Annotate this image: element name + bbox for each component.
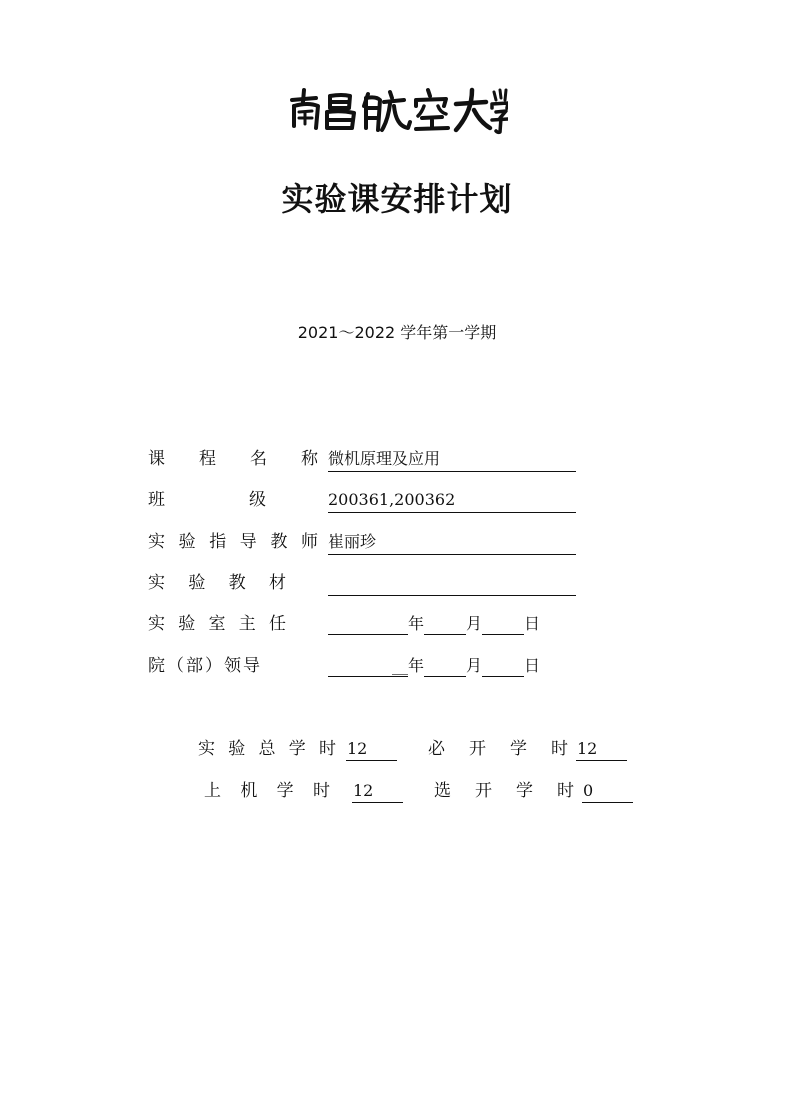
lab-director-date: 年 月 日 (328, 611, 540, 637)
hours-row-2 (204, 778, 644, 804)
required-hours-field[interactable]: 12 (576, 736, 627, 761)
course-name-field[interactable]: 微机原理及应用 (328, 446, 576, 472)
class-label: 班 级 (148, 490, 266, 510)
university-calligraphy-logo-icon (286, 86, 508, 136)
lab-director-label: 实 验 室 主 任 (148, 614, 286, 634)
lab-director-year-field[interactable] (328, 611, 408, 635)
dept-leader-date: __年 月 日 (328, 653, 540, 679)
required-hours-label: 必 开 学 时 (428, 739, 568, 759)
class-field[interactable]: 200361,200362 (328, 487, 576, 513)
instructor-label: 实 验 指 导 教 师 (148, 532, 318, 552)
page-title: 实验课安排计划 (281, 180, 513, 218)
elective-hours-label: 选 开 学 时 (434, 781, 574, 801)
computer-hours-label: 上 机 学 时 (204, 781, 330, 801)
textbook-label: 实 验 教 材 (148, 573, 286, 593)
dept-leader-month-field[interactable] (424, 653, 466, 677)
dept-leader-year-field[interactable]: __ (328, 653, 408, 677)
computer-hours-field[interactable]: 12 (352, 778, 403, 803)
university-logo (286, 86, 508, 136)
total-hours-field[interactable]: 12 (346, 736, 397, 761)
instructor-field[interactable]: 崔丽珍 (328, 529, 576, 555)
elective-hours-field[interactable]: 0 (582, 778, 633, 803)
lab-director-day-field[interactable] (482, 611, 524, 635)
total-hours-label: 实 验 总 学 时 (198, 739, 336, 759)
textbook-field[interactable] (328, 570, 576, 596)
hours-row-1 (198, 736, 638, 762)
lab-director-month-field[interactable] (424, 611, 466, 635)
course-name-label: 课 程 名 称 (148, 449, 318, 469)
dept-leader-label: 院（部）领导 (148, 656, 262, 676)
dept-leader-day-field[interactable] (482, 653, 524, 677)
semester-label: 2021～2022 学年第一学期 (297, 323, 497, 342)
